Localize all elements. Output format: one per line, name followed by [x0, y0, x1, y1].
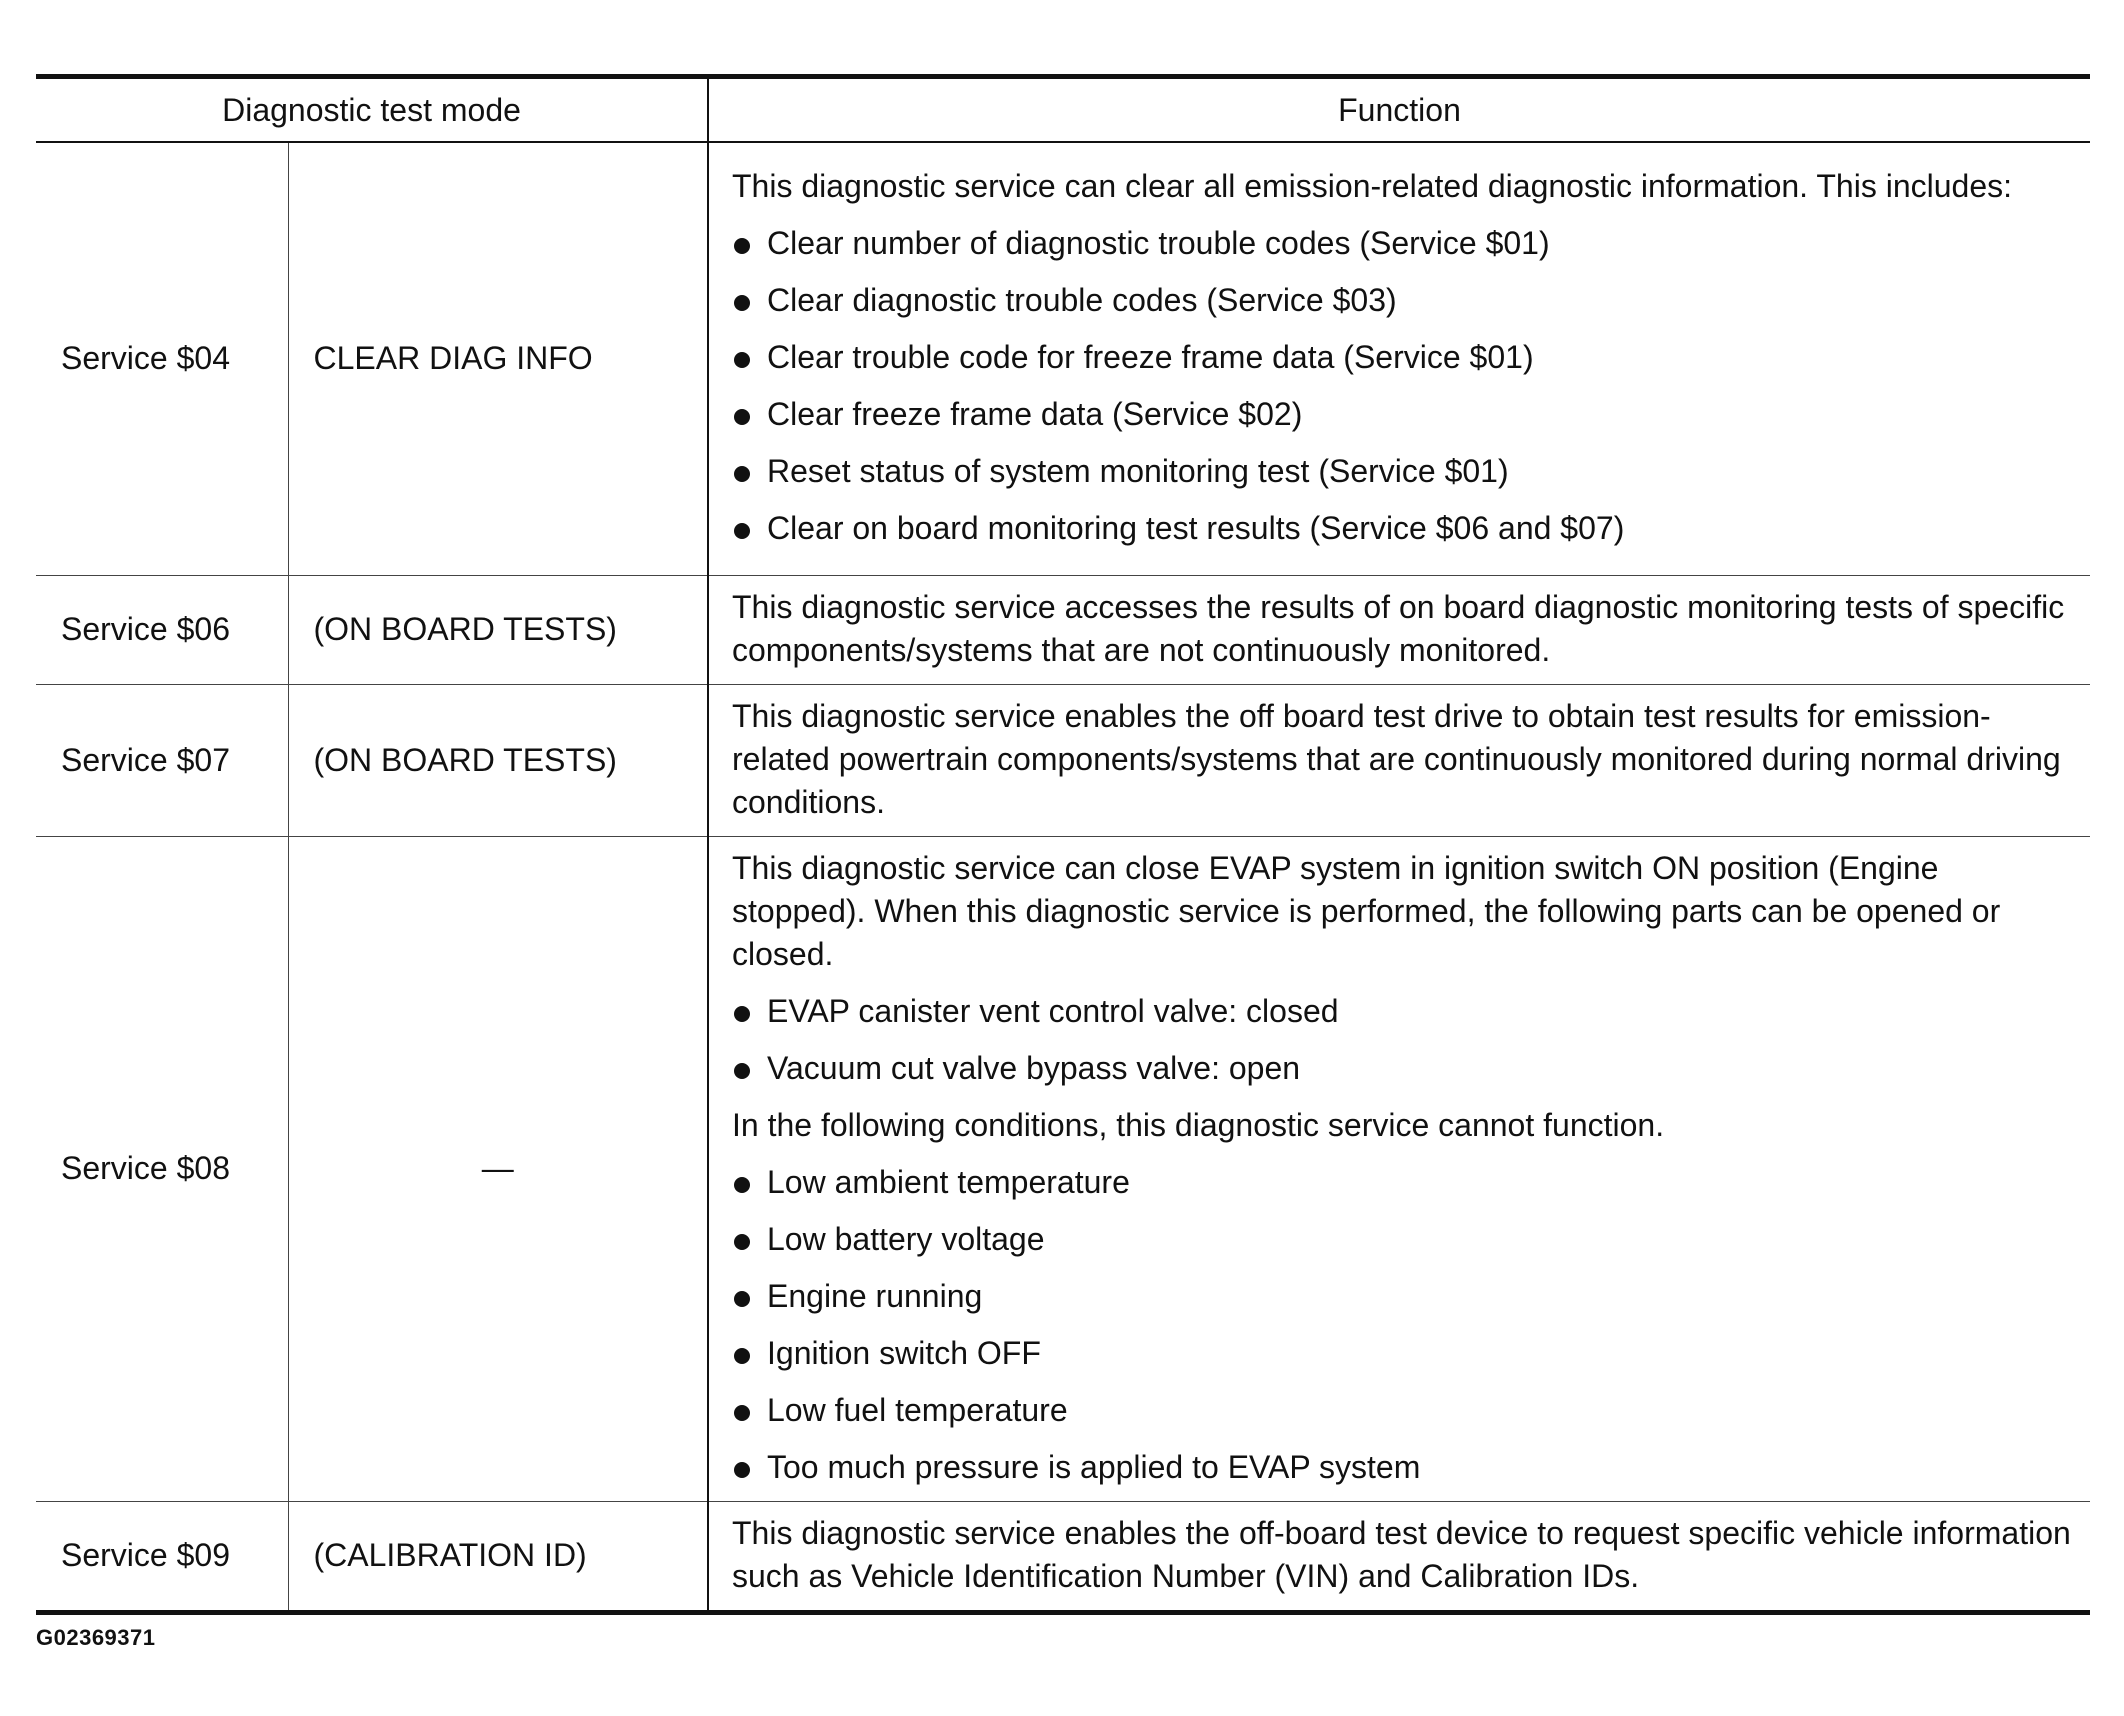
header-diagnostic-test-mode: Diagnostic test mode — [222, 91, 521, 128]
list-item: Low ambient temperature — [732, 1161, 2076, 1204]
function-text: This diagnostic service enables the off-board test device to request specific vehicle information such as Vehicle Identification Number (VIN) and Calibration IDs. — [732, 1514, 2071, 1594]
function-intro: This diagnostic service can clear all emission-related diagnostic information. This includes: — [732, 168, 2012, 205]
function-text: This diagnostic service accesses the results of on board diagnostic monitoring tests of specific components/systems that are not continuously monitored. — [732, 588, 2065, 668]
list-item: Clear trouble code for freeze frame data (Service $01) — [732, 336, 2076, 379]
bullet-list — [732, 1161, 2076, 1489]
table-row — [36, 575, 2090, 684]
table-row — [36, 684, 2090, 836]
function-description — [708, 1501, 2090, 1612]
service-name: (ON BOARD TESTS) — [288, 684, 708, 836]
function-description — [708, 684, 2090, 836]
list-item: Too much pressure is applied to EVAP system — [732, 1446, 2076, 1489]
service-code: Service $07 — [61, 741, 230, 778]
bullet-list — [732, 990, 2076, 1090]
service-name: — — [288, 836, 708, 1501]
service-code: Service $08 — [61, 1150, 230, 1186]
service-code: Service $06 — [61, 611, 230, 647]
list-item: Ignition switch OFF — [732, 1332, 2076, 1375]
list-item: Engine running — [732, 1275, 2076, 1318]
diagnostic-table-container — [36, 74, 2090, 1615]
list-item: Clear diagnostic trouble codes (Service $03) — [732, 279, 2076, 322]
function-description — [708, 836, 2090, 1501]
list-item: Vacuum cut valve bypass valve: open — [732, 1047, 2076, 1090]
function-intro: This diagnostic service can close EVAP system in ignition switch ON position (Engine stopped). When this diagnostic service is performed, the following parts can be opened or closed. — [732, 849, 2001, 972]
function-text: This diagnostic service enables the off board test drive to obtain test results for emission-related powertrain components/systems that are continuously monitored during normal driving conditions. — [732, 697, 2061, 820]
table-row — [36, 836, 2090, 1501]
list-item: Clear number of diagnostic trouble codes (Service $01) — [732, 222, 2076, 265]
service-name: (CALIBRATION ID) — [288, 1501, 708, 1612]
function-description — [708, 575, 2090, 684]
table-header-row — [36, 77, 2090, 143]
diagnostic-modes-table — [36, 74, 2090, 1615]
function-description — [708, 142, 2090, 575]
service-name: CLEAR DIAG INFO — [288, 142, 708, 575]
service-name: (ON BOARD TESTS) — [288, 575, 708, 684]
figure-id: G02369371 — [36, 1625, 156, 1650]
bullet-list — [732, 222, 2076, 550]
table-row — [36, 142, 2090, 575]
list-item: Low battery voltage — [732, 1218, 2076, 1261]
header-function: Function — [708, 77, 2090, 143]
table-row — [36, 1501, 2090, 1612]
service-code: Service $09 — [61, 1537, 230, 1573]
function-conditions-intro: In the following conditions, this diagnostic service cannot function. — [732, 1106, 1665, 1143]
list-item: Reset status of system monitoring test (Service $01) — [732, 450, 2076, 493]
list-item: Clear on board monitoring test results (Service $06 and $07) — [732, 507, 2076, 550]
list-item: EVAP canister vent control valve: closed — [732, 990, 2076, 1033]
list-item: Low fuel temperature — [732, 1389, 2076, 1432]
service-code: Service $04 — [61, 340, 230, 377]
list-item: Clear freeze frame data (Service $02) — [732, 393, 2076, 436]
